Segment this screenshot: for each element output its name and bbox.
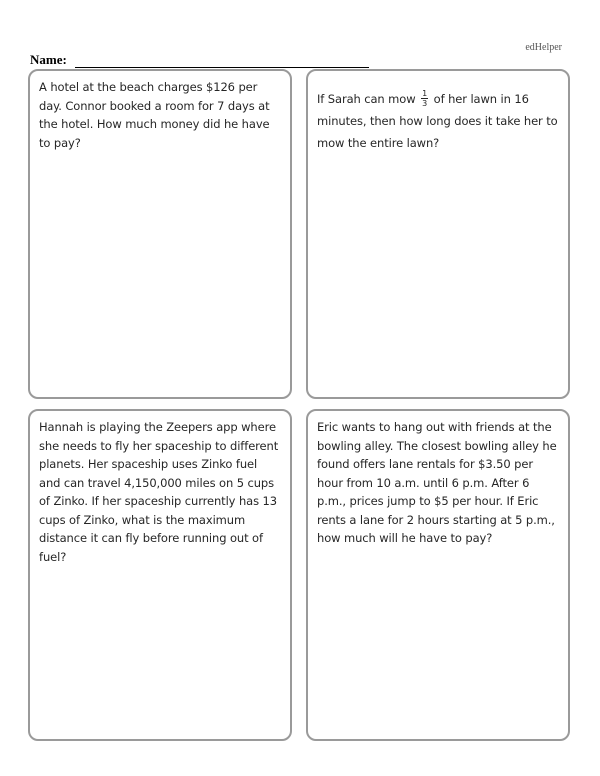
problem-text-4: Eric wants to hang out with friends at the bowling alley. The closest bowling alley he found offers lane rentals for $3.50 per hour from 10 a.m. until 6 p.m. After 6 p.m., prices jump to $5 per hour. If Eric rents a lane for 2 hours starting at 5 p.m., how much will he have to pay? [317, 420, 557, 545]
problem-card-2 [306, 69, 570, 399]
fraction-numerator: 1 [422, 89, 428, 98]
fraction [421, 89, 428, 108]
problem-text-2 [317, 88, 559, 154]
name-label: Name: [30, 52, 67, 67]
problem-text-1: A hotel at the beach charges $126 per day. Connor booked a room for 7 days at the hotel. How much money did he have to pay? [39, 80, 270, 150]
problem-card-4 [306, 409, 570, 741]
problem-card-1 [28, 69, 292, 399]
problem-card-3 [28, 409, 292, 741]
problem-text-2-before: If Sarah can mow [317, 92, 416, 106]
problem-text-2-after: of her lawn in 16 minutes, then how long does it take her to mow the entire lawn? [317, 92, 558, 150]
name-row [30, 52, 369, 68]
name-input-line[interactable] [75, 54, 369, 68]
problem-text-3: Hannah is playing the Zeepers app where she needs to fly her spaceship to different planets. Her spaceship uses Zinko fuel and can travel 4,150,000 miles on 5 cups of Zinko. If her spaceship currently has 13 cups of Zinko, what is the maximum distance it can fly before running out of fuel? [39, 420, 279, 564]
fraction-denominator: 3 [422, 99, 428, 108]
brand-label: edHelper [525, 42, 562, 53]
